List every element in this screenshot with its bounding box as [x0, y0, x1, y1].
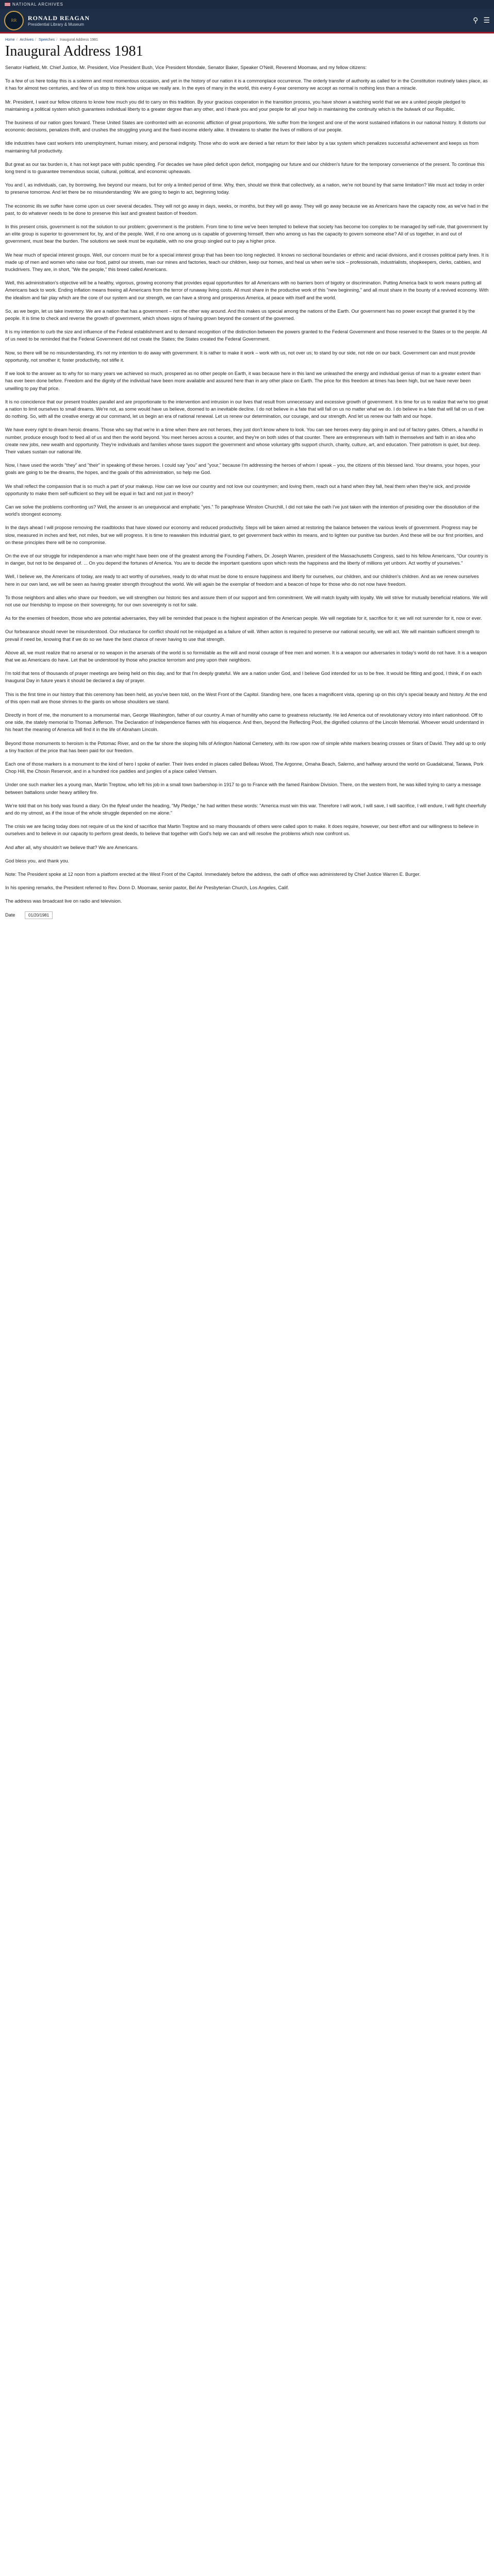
- speech-body: [0, 64, 494, 905]
- speech-paragraph: Our forbearance should never be misunderstood. Our reluctance for conflict should not be misjudged as a failure of will. When action is required to preserve our national security, we will act. We will maintain sufficient strength to prevail if need be, knowing that if we do so we have the best chance of never having to use that strength.: [5, 629, 480, 642]
- speech-paragraph: The economic ills we suffer have come upon us over several decades. They will not go away in days, weeks, or months, but they will go away. They will go away because we as Americans have the capacity now, as we've had in the past, to do whatever needs to be done to preserve this last and greatest bastion of freedom.: [5, 203, 489, 216]
- speech-paragraph: Each one of those markers is a monument to the kind of hero I spoke of earlier. Their lives ended in places called Belleau Wood, The Argonne, Omaha Beach, Salerno, and halfway around the world on Guadalcanal, Tarawa, Pork Chop Hill, the Chosin Reservoir, and in a hundred rice paddies and jungles of a place called Vietnam.: [5, 761, 484, 774]
- speech-paragraph: Above all, we must realize that no arsenal or no weapon in the arsenals of the world is so formidable as the will and moral courage of free men and women. It is a weapon our adversaries in today's world do not have. It is a weapon that we as Americans do have. Let that be understood by those who practice terrorism and prey upon their neighbors.: [5, 650, 487, 663]
- speech-paragraph: Under one such marker lies a young man, Martin Treptow, who left his job in a small town barbershop in 1917 to go to France with the famed Rainbow Division. There, on the western front, he was killed trying to carry a message between battalions under heavy artillery fire.: [5, 782, 481, 795]
- speech-paragraph: Idle industries have cast workers into unemployment, human misery, and personal indignity. Those who do work are denied a fair return for their labor by a tax system which penalizes successful achievement and keeps us from maintaining full productivity.: [5, 141, 479, 154]
- speech-paragraph: You and I, as individuals, can, by borrowing, live beyond our means, but for only a limited period of time. Why, then, should we think that collectively, as a nation, we're not bound by that same limitation? We must act today in order to preserve tomorrow. And let there be no misunderstanding: We are going to begin to act, beginning today.: [5, 182, 485, 195]
- speech-paragraph: Well, I believe we, the Americans of today, are ready to act worthy of ourselves, ready to do what must be done to ensure happiness and liberty for ourselves, our children, and our children's children. And as we renew ourselves here in our own land, we will be seen as having greater strength throughout the world. We will again be the exemplar of freedom and a beacon of hope for those who do not now have freedom.: [5, 574, 479, 587]
- site-logo-text[interactable]: [28, 14, 90, 27]
- speech-paragraph: On the eve of our struggle for independence a man who might have been one of the greatest among the Founding Fathers, Dr. Joseph Warren, president of the Massachusetts Congress, said to his fellow Americans, "Our country is in danger, but not to be despaired of. ... On you depend the fortunes of America. You are to decide the important questions upon which rests the happiness and the liberty of millions yet unborn. Act worthy of yourselves.": [5, 553, 488, 566]
- library-seal-icon[interactable]: RR: [4, 11, 24, 30]
- breadcrumb: Home / Archives / Speeches / Inaugural Address 1981: [5, 38, 98, 42]
- search-icon[interactable]: ⚲: [473, 16, 479, 24]
- speech-paragraph: God bless you, and thank you.: [5, 858, 70, 863]
- speech-paragraph: As for the enemies of freedom, those who are potential adversaries, they will be reminded that peace is the highest aspiration of the American people. We will negotiate for it, sacrifice for it; we will not surrender for it, now or ever.: [5, 616, 482, 621]
- speech-paragraph: It is my intention to curb the size and influence of the Federal establishment and to demand recognition of the distinction between the powers granted to the Federal Government and those reserved to the States or to the people. All of us need to be reminded that the Federal Government did not create the States; the States created the Federal Government.: [5, 329, 487, 342]
- speech-paragraph: The business of our nation goes forward. These United States are confronted with an economic affliction of great proportions. We suffer from the longest and one of the worst sustained inflations in our national history. It distorts our economic decisions, penalizes thrift, and crushes the struggling young and the fixed-income elderly alike. It threatens to shatter the lives of millions of our people.: [5, 120, 486, 133]
- speech-paragraph: And after all, why shouldn't we believe that? We are Americans.: [5, 844, 139, 850]
- breadcrumb-archives[interactable]: Archives: [20, 38, 34, 42]
- breadcrumb-home[interactable]: Home: [5, 38, 15, 42]
- speech-paragraph: I'm told that tens of thousands of prayer meetings are being held on this day, and for that I'm deeply grateful. We are a nation under God, and I believe God intended for us to be free. It would be fitting and good, I think, if on each Inaugural Day in future years it should be declared a day of prayer.: [5, 671, 482, 684]
- speech-paragraph: Beyond those monuments to heroism is the Potomac River, and on the far shore the sloping hills of Arlington National Cemetery, with its row upon row of simple white markers bearing crosses or Stars of David. They add up to only a tiny fraction of the price that has been paid for our freedom.: [5, 740, 486, 753]
- speech-paragraph: In his opening remarks, the President referred to Rev. Donn D. Moomaw, senior pastor, Bel Air Presbyterian Church, Los Angeles, Calif.: [5, 885, 289, 891]
- page-title: Inaugural Address 1981: [5, 43, 143, 59]
- speech-paragraph: Note: The President spoke at 12 noon from a platform erected at the West Front of the Capitol. Immediately before the address, the oath of office was administered by Chief Justice Warren E. Burger.: [5, 872, 421, 877]
- header-actions: [473, 16, 490, 25]
- speech-paragraph: Can we solve the problems confronting us? Well, the answer is an unequivocal and emphatic "yes." To paraphrase Winston Churchill, I did not take the oath I've just taken with the intention of presiding over the dissolution of the world's strongest economy.: [5, 504, 480, 517]
- speech-paragraph: If we look to the answer as to why for so many years we achieved so much, prospered as no other people on Earth, it was because here in this land we unleashed the energy and individual genius of man to a greater extent than has ever been done before. Freedom and the dignity of the individual have been more available and assured here than in any other place on Earth. The price for this freedom at times has been high, but we have never been unwilling to pay that price.: [5, 371, 481, 391]
- speech-paragraph: Well, this administration's objective will be a healthy, vigorous, growing economy that provides equal opportunities for all Americans with no barriers born of bigotry or discrimination. Putting America back to work means putting all Americans back to work. Ending inflation means freeing all Americans from the terror of runaway living costs. All must share in the productive work of this "new beginning," and all must share in the bounty of a revived economy. With the idealism and fair play which are the core of our system and our strength, we can have a strong and prosperous America, at peace with itself and the world.: [5, 280, 489, 300]
- logo-line2: Presidential Library & Museum: [28, 22, 84, 27]
- archives-topbar-text[interactable]: NATIONAL ARCHIVES: [12, 2, 63, 7]
- archives-topbar: [0, 0, 494, 9]
- speech-paragraph: The crisis we are facing today does not require of us the kind of sacrifice that Martin Treptow and so many thousands of others were called upon to make. It does require, however, our best effort and our willingness to believe in ourselves and to believe in our capacity to perform great deeds, to believe that together with God's help we can and will resolve the problems which now confront us.: [5, 824, 479, 837]
- speech-paragraph: Now, I have used the words "they" and "their" in speaking of these heroes. I could say "you" and "your," because I'm addressing the heroes of whom I speak – you, the citizens of this blessed land. Your dreams, your hopes, your goals are going to be the dreams, the hopes, and the goals of this administration, so help me God.: [5, 463, 481, 476]
- speech-paragraph: We have every right to dream heroic dreams. Those who say that we're in a time when there are not heroes, they just don't know where to look. You can see heroes every day going in and out of factory gates. Others, a handful in number, produce enough food to feed all of us and then the world beyond. You meet heroes across a counter, and they're on both sides of that counter. There are entrepreneurs with faith in themselves and faith in an idea who create new jobs, new wealth and opportunity. They're individuals and families whose taxes support the government and whose voluntary gifts support church, charity, culture, art, and education. Their patriotism is quiet, but deep. Their values sustain our national life.: [5, 427, 483, 454]
- speech-paragraph: Directly in front of me, the monument to a monumental man, George Washington, father of our country. A man of humility who came to greatness reluctantly. He led America out of revolutionary victory into infant nationhood. Off to one side, the stately memorial to Thomas Jefferson. The Declaration of Independence flames with his eloquence. And then, beyond the Reflecting Pool, the dignified columns of the Lincoln Memorial. Whoever would understand in his heart the meaning of America will find it in the life of Abraham Lincoln.: [5, 713, 484, 733]
- date-label: Date: [5, 912, 15, 918]
- speech-paragraph: Senator Hatfield, Mr. Chief Justice, Mr. President, Vice President Bush, Vice President Mondale, Senator Baker, Speaker O'Neill, Reverend Moomaw, and my fellow citizens:: [5, 65, 367, 70]
- hamburger-icon[interactable]: ☰: [483, 16, 490, 24]
- speech-paragraph: It is no coincidence that our present troubles parallel and are proportionate to the intervention and intrusion in our lives that result from unnecessary and excessive growth of government. It is time for us to realize that we're too great a nation to limit ourselves to small dreams. We're not, as some would have us believe, doomed to an inevitable decline. I do not believe in a fate that will fall on us no matter what we do. I do believe in a fate that will fall on us if we do nothing. So, with all the creative energy at our command, let us begin an era of national renewal. Let us renew our determination, our courage, and our strength. And let us renew our faith and our hope.: [5, 399, 488, 419]
- breadcrumb-speeches[interactable]: Speeches: [38, 38, 55, 42]
- speech-paragraph: We shall reflect the compassion that is so much a part of your makeup. How can we love our country and not love our countrymen; and loving them, reach out a hand when they fall, heal them when they're sick, and provide opportunity to make them self-sufficient so they will be equal in fact and not just in theory?: [5, 483, 470, 496]
- date-value: 01/20/1981: [25, 911, 53, 919]
- speech-paragraph: But great as our tax burden is, it has not kept pace with public spending. For decades we have piled deficit upon deficit, mortgaging our future and our children's future for the temporary convenience of the present. To continue this long trend is to guarantee tremendous social, cultural, political, and economic upheavals.: [5, 161, 485, 175]
- speech-paragraph: Now, so there will be no misunderstanding, it's not my intention to do away with government. It is rather to make it work – work with us, not over us; to stand by our side, not ride on our back. Government can and must provide opportunity, not smother it; foster productivity, not stifle it.: [5, 350, 475, 363]
- speech-paragraph: To a few of us here today this is a solemn and most momentous occasion, and yet in the history of our nation it is a commonplace occurrence. The orderly transfer of authority as called for in the Constitution routinely takes place, as it has for almost two centuries, and few of us stop to think how unique we really are. In the eyes of many in the world, this every 4-year ceremony we accept as normal is nothing less than a miracle.: [5, 78, 488, 91]
- speech-paragraph: Mr. President, I want our fellow citizens to know how much you did to carry on this tradition. By your gracious cooperation in the transition process, you have shown a watching world that we are a united people pledged to maintaining a political system which guarantees individual liberty to a greater degree than any other, and I thank you and your people for all your help in maintaining the continuity which is the bulwark of our Republic.: [5, 99, 466, 112]
- speech-paragraph: The address was broadcast live on radio and television.: [5, 899, 122, 904]
- flag-icon: [5, 3, 10, 6]
- logo-line1: RONALD REAGAN: [28, 14, 90, 22]
- speech-paragraph: To those neighbors and allies who share our freedom, we will strengthen our historic ties and assure them of our support and firm commitment. We will match loyalty with loyalty. We will strive for mutually beneficial relations. We will not use our friendship to impose on their sovereignty, for our own sovereignty is not for sale.: [5, 595, 488, 607]
- speech-paragraph: So, as we begin, let us take inventory. We are a nation that has a government – not the other way around. And this makes us special among the nations of the Earth. Our government has no power except that granted it by the people. It is time to check and reverse the growth of government, which shows signs of having grown beyond the consent of the governed.: [5, 308, 475, 321]
- speech-paragraph: We're told that on his body was found a diary. On the flyleaf under the heading, "My Pledge," he had written these words: "America must win this war. Therefore I will work, I will save, I will sacrifice, I will endure, I will fight cheerfully and do my utmost, as if the issue of the whole struggle depended on me alone.": [5, 803, 486, 816]
- speech-paragraph: In this present crisis, government is not the solution to our problem; government is the problem. From time to time we've been tempted to believe that society has become too complex to be managed by self-rule, that government by an elite group is superior to government for, by, and of the people. Well, if no one among us is capable of governing himself, then who among us has the capacity to govern someone else? All of us together, in and out of government, must bear the burden. The solutions we seek must be equitable, with no one group singled out to pay a higher price.: [5, 224, 488, 244]
- speech-paragraph: This is the first time in our history that this ceremony has been held, as you've been told, on the West Front of the Capitol. Standing here, one faces a magnificent vista, opening up on this city's special beauty and history. At the end of this open mall are those shrines to the giants on whose shoulders we stand.: [5, 691, 487, 704]
- breadcrumb-current: Inaugural Address 1981: [60, 38, 98, 42]
- site-header: [0, 9, 494, 33]
- speech-paragraph: We hear much of special interest groups. Well, our concern must be for a special interest group that has been too long neglected. It knows no sectional boundaries or ethnic and racial divisions, and it crosses political party lines. It is made up of men and women who raise our food, patrol our streets, man our mines and factories, teach our children, keep our homes, and heal us when we're sick – professionals, industrialists, shopkeepers, clerks, cabbies, and truckdrivers. They are, in short, "We the people," this breed called Americans.: [5, 252, 489, 273]
- speech-paragraph: In the days ahead I will propose removing the roadblocks that have slowed our economy and reduced productivity. Steps will be taken aimed at restoring the balance between the various levels of government. Progress may be slow, measured in inches and feet, not miles, but we will progress. It is time to reawaken this industrial giant, to get government back within its means, and to lighten our punitive tax burden. And these will be our first priorities, and on these principles there will be no compromise.: [5, 525, 483, 545]
- speech-meta: [5, 911, 489, 919]
